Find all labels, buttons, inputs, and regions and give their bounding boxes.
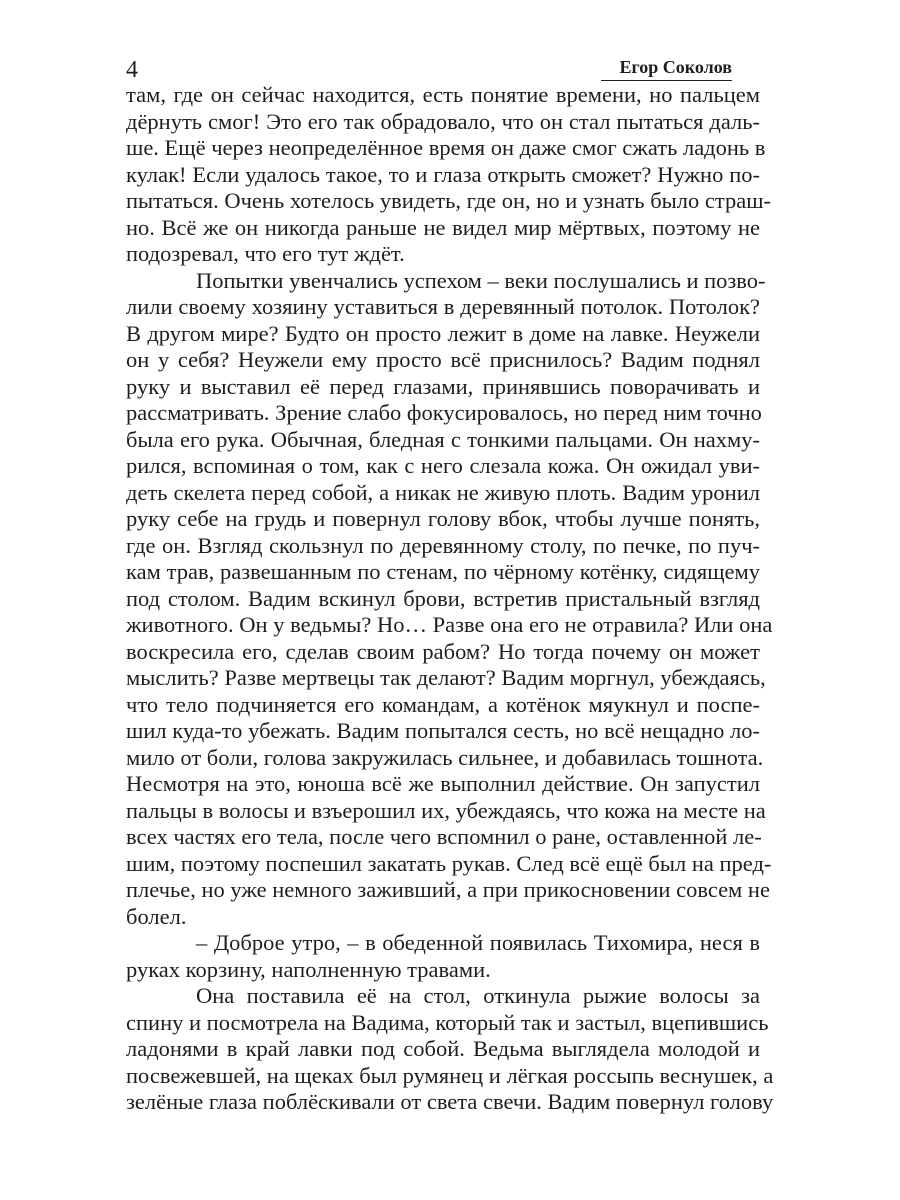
text-line: руках корзину, наполненную травами. [126, 956, 491, 982]
text-line: Она поставила её на стол, откинула рыжие волосы за [196, 983, 760, 1008]
text-line: мыслить? Разве мертвецы так делают? Вадим моргнул, убеждаясь, [126, 665, 766, 690]
text-line: – Доброе утро, – в обеденной появилась Тихомира, неся в [196, 930, 760, 955]
text-line: Попытки увенчались успехом – веки послушались и позво- [196, 267, 766, 293]
text-line: ше. Ещё через неопределённое время он даже смог сжать ладонь в [126, 135, 766, 160]
text-line: В другом мире? Будто он просто лежит в доме на лавке. Неужели [126, 320, 760, 346]
text-line: он у себя? Неужели ему просто всё приснилось? Вадим поднял [126, 347, 760, 372]
text-line: зелёные глаза поблёскивали от света свечи. Вадим повернул голову [126, 1089, 774, 1114]
text-line: под столом. Вадим вскинул брови, встретив пристальный взгляд [126, 585, 760, 611]
text-line: была его рука. Обычная, бледная с тонкими пальцами. Он нахму- [126, 426, 760, 452]
text-line: пальцы в волосы и взъерошил их, убеждаясь, что кожа на месте на [126, 797, 766, 823]
text-line: руку себе на грудь и повернул голову вбок, чтобы лучше понять, [126, 506, 760, 531]
text-line: животного. Он у ведьмы? Но… Разве она его не отравила? Или она [126, 612, 773, 637]
text-line: ладонями в край лавки под собой. Ведьма выглядела молодой и [126, 1036, 760, 1061]
text-line: рился, вспоминая о том, как с него слезала кожа. Он ожидал уви- [126, 453, 760, 478]
text-line: но. Всё же он никогда раньше не видел мир мёртвых, поэтому не [126, 214, 760, 240]
text-line: спину и посмотрела на Вадима, который так и застыл, вцепившись [126, 1009, 769, 1035]
text-line: лили своему хозяину уставиться в деревянный потолок. Потолок? [126, 294, 760, 319]
text-line: там, где он сейчас находится, есть понятие времени, но пальцем [126, 82, 760, 107]
running-head-author: Егор Соколов [619, 57, 732, 77]
text-line: что тело подчиняется его командам, а котёнок мяукнул и поспе- [126, 691, 760, 717]
text-line: руку и выставил её перед глазами, принявшись поворачивать и [126, 373, 760, 399]
header-rule [601, 80, 732, 81]
text-line: кам трав, развешанным по стенам, по чёрному котёнку, сидящему [126, 559, 760, 584]
text-line: болел. [126, 903, 187, 929]
body-text [126, 82, 774, 1116]
text-line: деть скелета перед собой, а никак не живую плоть. Вадим уронил [126, 479, 760, 505]
text-line: рассматривать. Зрение слабо фокусировалось, но перед ним точно [126, 400, 762, 425]
text-line: кулак! Если удалось такое, то и глаза открыть сможет? Нужно по- [126, 161, 760, 187]
text-line: Несмотря на это, юноша всё же выполнил действие. Он запустил [126, 771, 760, 796]
text-line: шим, поэтому поспешил закатать рукав. След всё ещё был на пред- [126, 850, 772, 876]
text-line: подозревал, что его тут ждёт. [126, 241, 405, 266]
text-line: плечье, но уже немного заживший, а при прикосновении совсем не [126, 877, 770, 902]
text-line: пытаться. Очень хотелось увидеть, где он, но и узнать было страш- [126, 188, 772, 213]
text-line: шил куда-то убежать. Вадим попытался сесть, но всё нещадно ло- [126, 718, 760, 743]
text-line: всех частях его тела, после чего вспомнил о ране, оставленной ле- [126, 824, 762, 849]
text-line: где он. Взгляд скользнул по деревянному столу, по печке, по пуч- [126, 532, 760, 558]
text-line: воскресила его, сделав своим рабом? Но тогда почему он может [126, 638, 760, 664]
text-line: посвежевшей, на щеках был румянец и лёгкая россыпь веснушек, а [126, 1062, 774, 1088]
page-header [126, 52, 732, 82]
text-line: мило от боли, голова закружилась сильнее, и добавилась тошнота. [126, 744, 764, 770]
text-line: дёрнуть смог! Это его так обрадовало, что он стал пытаться даль- [126, 108, 760, 134]
page-number: 4 [126, 57, 138, 83]
